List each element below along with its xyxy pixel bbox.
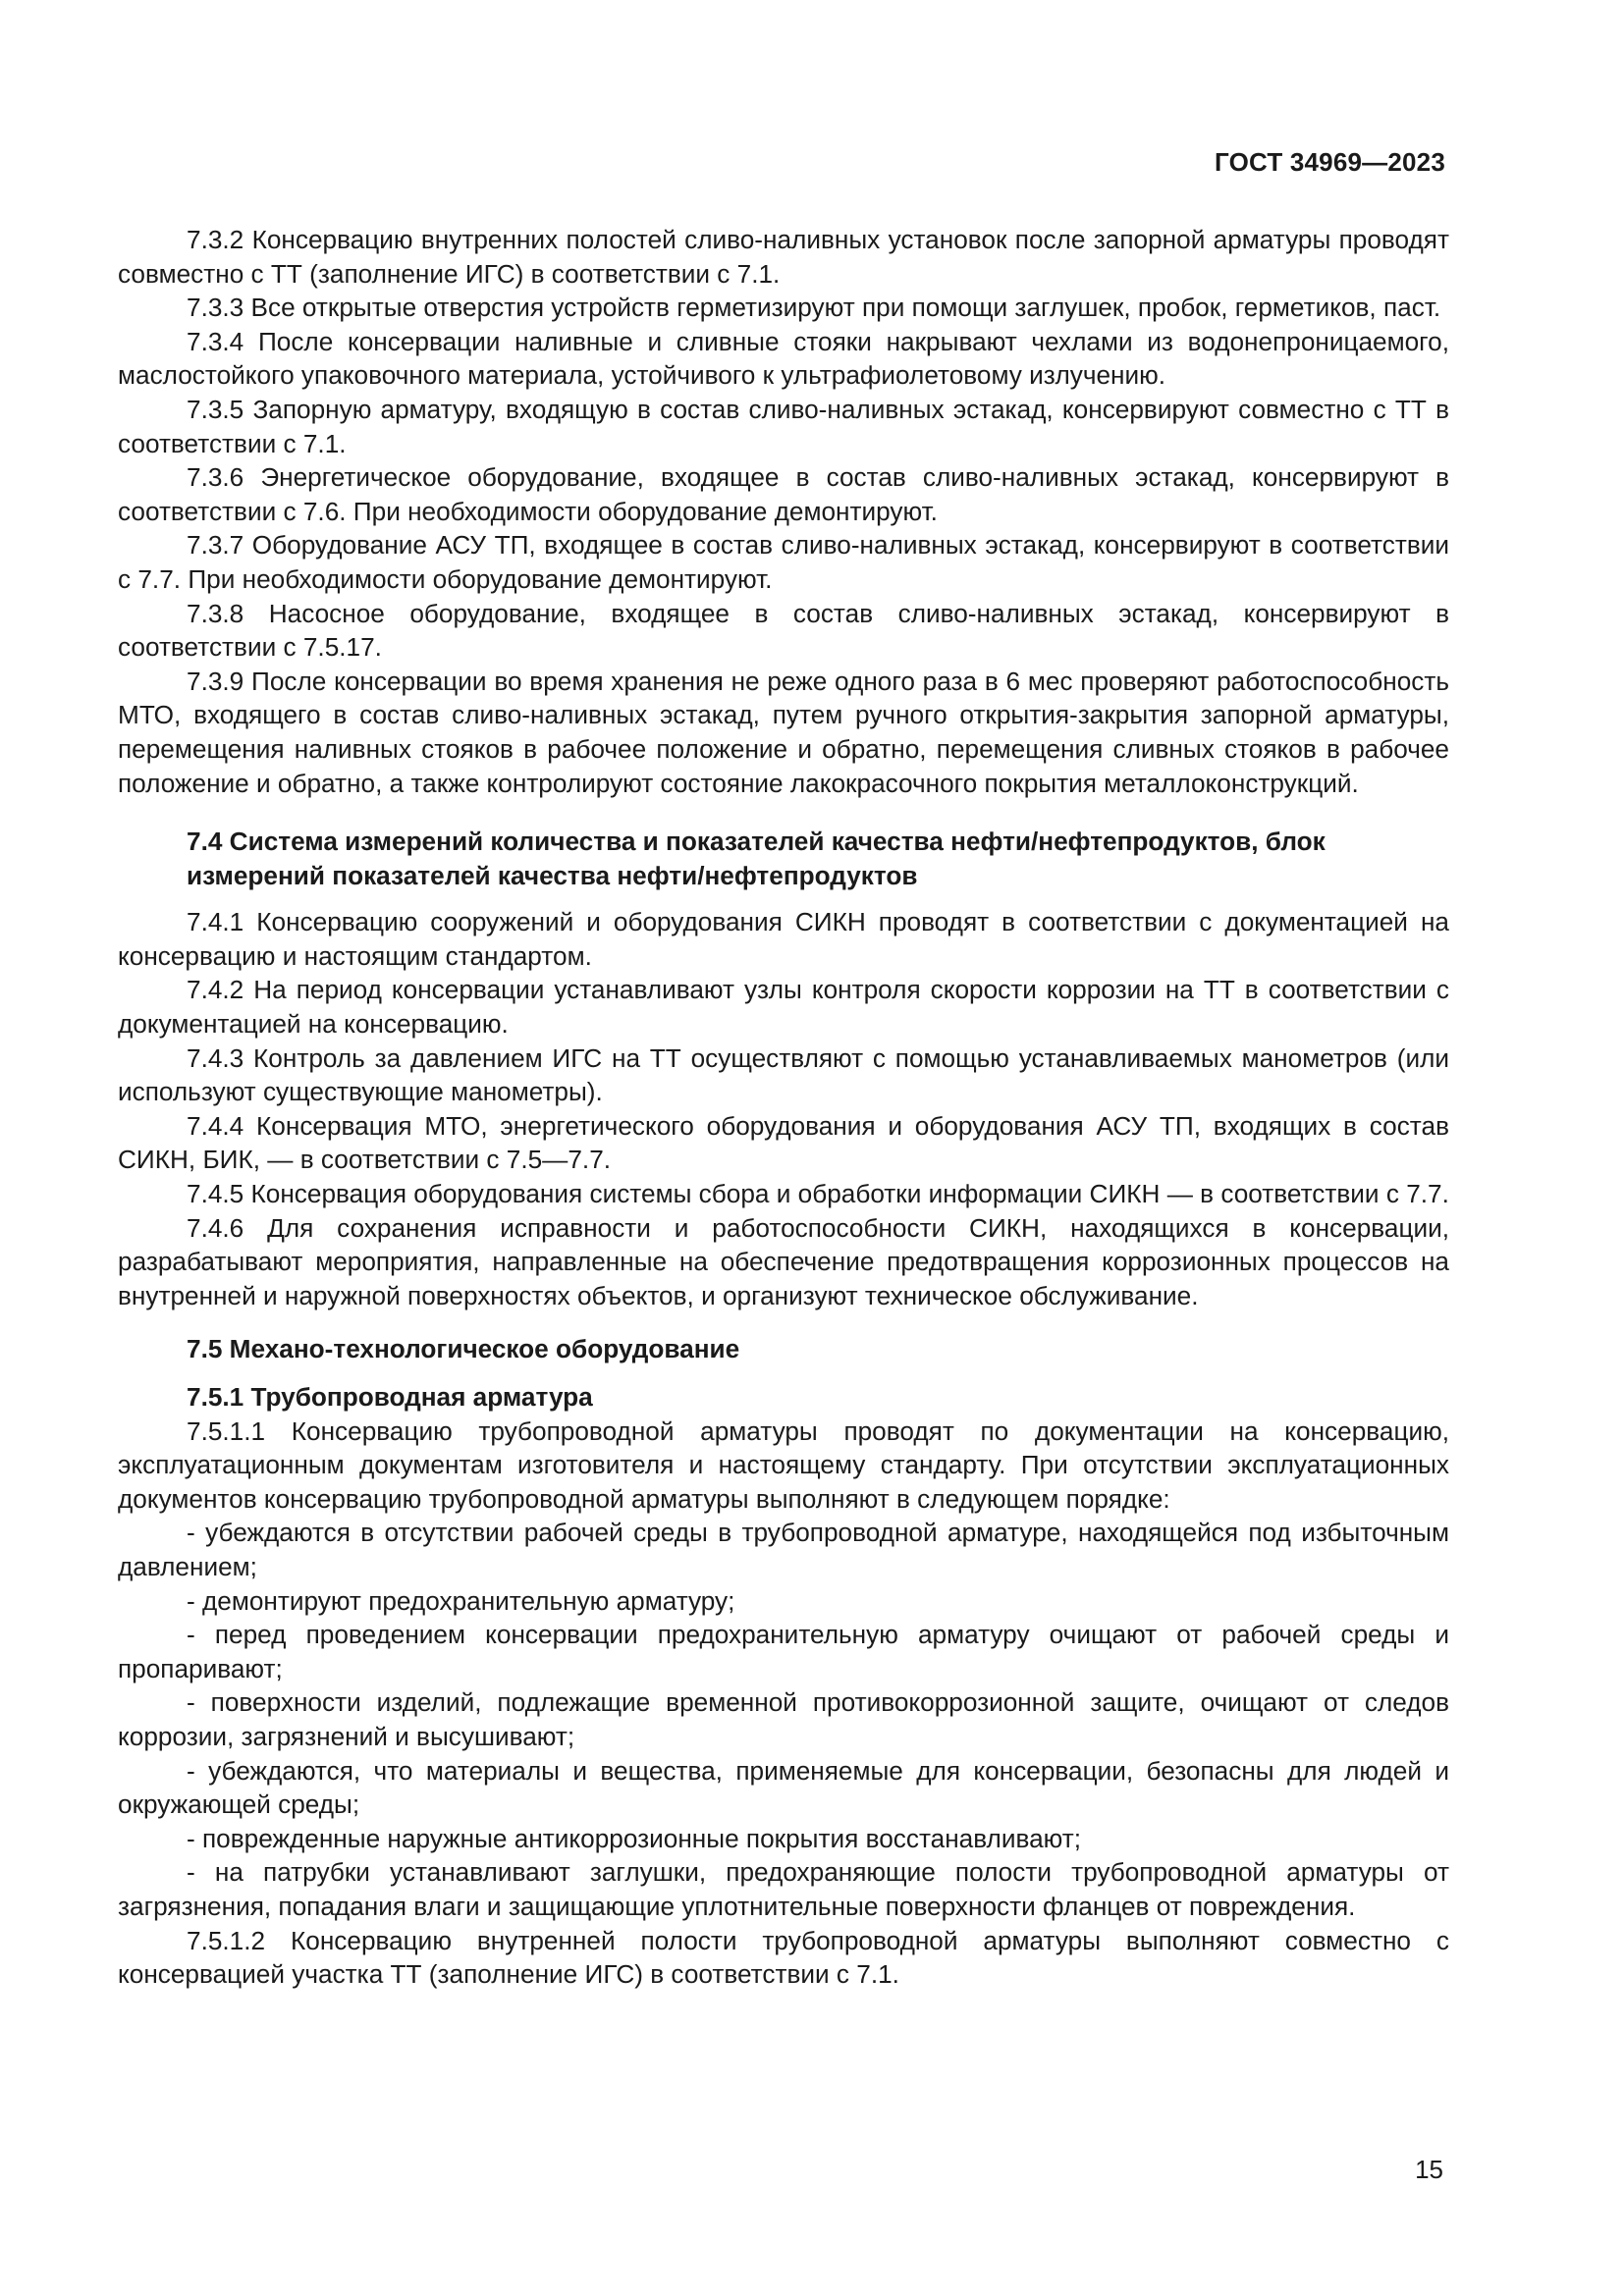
paragraph-7-4-5: 7.4.5 Консервация оборудования системы сбора и обработки информации СИКН — в соответствии с 7.7. — [187, 1179, 1449, 1209]
list-item: - демонтируют предохранительную арматуру; — [187, 1585, 735, 1616]
paragraph-7-3-7: 7.3.7 Оборудование АСУ ТП, входящее в состав сливо-наливных эстакад, консервируют в соответствии с 7.7. При необходимости оборудование демонтируют. — [118, 530, 1449, 594]
paragraph-7-4-6: 7.4.6 Для сохранения исправности и работоспособности СИКН, находящихся в консервации, разрабатывают мероприятия, направленные на обеспечение предотвращения коррозионных процессов на внутренней и наружной поверхностях объектов, и организуют техническое обслуживание. — [118, 1212, 1449, 1310]
list-item: - убеждаются в отсутствии рабочей среды в трубопроводной арматуре, находящейся под избыточным давлением; — [118, 1518, 1449, 1581]
paragraph-7-4-2: 7.4.2 На период консервации устанавливают узлы контроля скорости коррозии на ТТ в соответствии с документацией на консервацию. — [118, 975, 1449, 1040]
page-number: 15 — [1415, 2155, 1443, 2184]
paragraph-7-4-3: 7.4.3 Контроль за давлением ИГС на ТТ осуществляют с помощью устанавливаемых манометров (или используют существующие манометры). — [118, 1042, 1449, 1107]
list-item: - поврежденные наружные антикоррозионные покрытия восстанавливают; — [187, 1823, 1081, 1853]
paragraph-7-5-1-2: 7.5.1.2 Консервацию внутренней полости трубопроводной арматуры выполняют совместно с консервацией участка ТТ (заполнение ИГС) в соответствии с 7.1. — [118, 1925, 1449, 1990]
paragraph-7-3-8: 7.3.8 Насосное оборудование, входящее в состав сливо-наливных эстакад, консервируют в соответствии с 7.5.17. — [118, 598, 1449, 663]
section-heading-7-5: 7.5 Механо-технологическое оборудование — [187, 1334, 740, 1364]
paragraph-7-3-2: 7.3.2 Консервацию внутренних полостей сливо-наливных установок после запорной арматуры проводят совместно с ТТ (заполнение ИГС) в соответствии с 7.1. — [118, 225, 1449, 289]
list-item: - на патрубки устанавливают заглушки, предохраняющие полости трубопроводной арматуры от загрязнения, попадания влаги и защищающие уплотнительные поверхности фланцев от повреждения. — [118, 1857, 1449, 1921]
page-content — [118, 223, 1449, 1992]
list-item: - убеждаются, что материалы и вещества, применяемые для консервации, безопасны для людей и окружающей среды; — [118, 1755, 1449, 1820]
list-item: - перед проведением консервации предохранительную арматуру очищают от рабочей среды и пропаривают; — [118, 1620, 1449, 1683]
document-code: ГОСТ 34969—2023 — [1215, 147, 1445, 177]
paragraph-7-3-3: 7.3.3 Все открытые отверстия устройств герметизируют при помощи заглушек, пробок, герметиков, паст. — [187, 293, 1441, 323]
paragraph-7-3-5: 7.3.5 Запорную арматуру, входящую в состав сливо-наливных эстакад, консервируют совместно с ТТ в соответствии с 7.1. — [118, 394, 1449, 458]
paragraph-7-5-1-1: 7.5.1.1 Консервацию трубопроводной арматуры проводят по документации на консервацию, эксплуатационным документам изготовителя и настоящему стандарту. При отсутствии эксплуатационных документов консервацию трубопроводной арматуры выполняют в следующем порядке: — [118, 1415, 1449, 1514]
paragraph-7-3-9: 7.3.9 После консервации во время хранения не реже одного раза в 6 мес проверяют работоспособность МТО, входящего в состав сливо-наливных эстакад, путем ручного открытия-закрытия запорной арматуры, перемещения наливных стояков в рабочее положение и обратно, перемещения сливных стояков в рабочее положение и обратно, а также контролируют состояние лакокрасочного покрытия металлоконструкций. — [118, 666, 1449, 798]
paragraph-7-3-4: 7.3.4 После консервации наливные и сливные стояки накрывают чехлами из водонепроницаемого, маслостойкого упаковочного материала, устойчивого к ультрафиолетовому излучению. — [118, 326, 1449, 391]
paragraph-7-4-1: 7.4.1 Консервацию сооружений и оборудования СИКН проводят в соответствии с документацией на консервацию и настоящим стандартом. — [118, 907, 1449, 971]
paragraph-7-3-6: 7.3.6 Энергетическое оборудование, входящее в состав сливо-наливных эстакад, консервируют в соответствии с 7.6. При необходимости оборудование демонтируют. — [118, 462, 1449, 526]
paragraph-7-4-4: 7.4.4 Консервация МТО, энергетического оборудования и оборудования АСУ ТП, входящих в состав СИКН, БИК, — в соответствии с 7.5—7.7. — [118, 1110, 1449, 1175]
subsection-heading-7-5-1: 7.5.1 Трубопроводная арматура — [187, 1382, 593, 1412]
list-item: - поверхности изделий, подлежащие временной противокоррозионной защите, очищают от следов коррозии, загрязнений и высушивают; — [118, 1687, 1449, 1751]
section-heading-7-4: 7.4 Система измерений количества и показателей качества нефти/нефтепродуктов, блок измерений показателей качества нефти/нефтепродуктов — [187, 827, 1326, 890]
